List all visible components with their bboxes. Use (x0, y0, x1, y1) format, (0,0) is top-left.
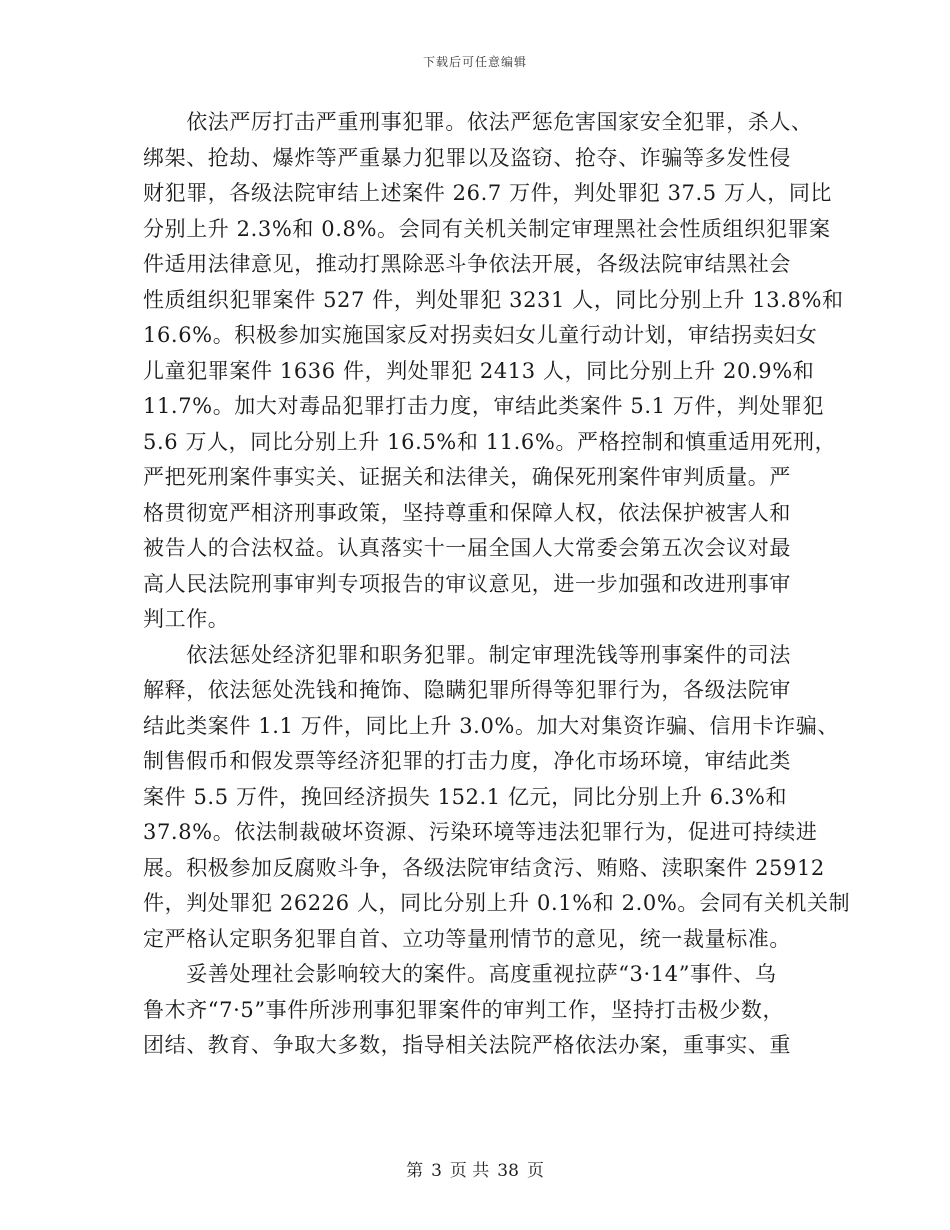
text-line: 判工作。 (143, 607, 230, 631)
page-footer (0, 1156, 950, 1181)
text-line: 格贯彻宽严相济刑事政策，坚持尊重和保障人权，依法保护被害人和 (143, 500, 791, 525)
text-line: 鲁木齐“7·5”事件所涉刑事犯罪案件的审判工作，坚持打击极少数， (143, 997, 785, 1022)
text-line: 被告人的合法权益。认真落实十一届全国人大常委会第五次会议对最 (143, 536, 791, 560)
text-line: 结此类案件 1.1 万件，同比上升 3.0%。加大对集资诈骗、信用卡诈骗、 (143, 713, 839, 738)
text-line: 分别上升 2.3%和 0.8%。会同有关机关制定审理黑社会性质组织犯罪案 (143, 216, 831, 241)
text-line: 5.6 万人，同比分别上升 16.5%和 11.6%。严格控制和慎重适用死刑， (143, 429, 837, 454)
text-line: 妥善处理社会影响较大的案件。高度重视拉萨“3·14”事件、乌 (143, 962, 777, 986)
document-body (143, 105, 851, 1064)
paragraph-criminal-crimes (143, 105, 844, 638)
text-line: 件，判处罪犯 26226 人，同比分别上升 0.1%和 2.0%。会同有关机关制 (143, 891, 851, 915)
text-line: 严把死刑案件事实关、证据关和法律关，确保死刑案件审判质量。严 (143, 465, 791, 489)
text-line: 16.6%。积极参加实施国家反对拐卖妇女儿童行动计划，审结拐卖妇女 (143, 323, 818, 347)
page-number: 3 (431, 1161, 442, 1181)
text-line: 财犯罪，各级法院审结上述案件 26.7 万件，判处罪犯 37.5 万人，同比 (143, 181, 833, 205)
text-line: 案件 5.5 万件，挽回经济损失 152.1 亿元，同比分别上升 6.3%和 (143, 784, 788, 809)
text-line: 绑架、抢劫、爆炸等严重暴力犯罪以及盗窃、抢夺、诈骗等多发性侵 (143, 145, 791, 170)
text-line: 展。积极参加反腐败斗争，各级法院审结贪污、贿赂、渎职案件 25912 (143, 855, 825, 880)
text-line: 37.8%。依法制裁破坏资源、污染环境等违法犯罪行为，促进可持续进 (143, 820, 818, 844)
page-total: 38 (497, 1161, 519, 1181)
text-line: 性质组织犯罪案件 527 件，判处罪犯 3231 人，同比分别上升 13.8%和 (143, 287, 844, 312)
text-line: 解释，依法惩处洗钱和掩饰、隐瞒犯罪所得等犯罪行为，各级法院审 (143, 678, 791, 702)
footer-suffix: 页 (526, 1161, 544, 1181)
paragraph-economic-crimes (143, 638, 851, 958)
paragraph-major-cases (143, 957, 811, 1064)
page-header: 下载后可任意编辑 (422, 55, 527, 69)
text-line: 制售假币和假发票等经济犯罪的打击力度，净化市场环境，审结此类 (143, 749, 791, 773)
text-line: 儿童犯罪案件 1636 件，判处罪犯 2413 人，同比分别上升 20.9%和 (143, 358, 815, 383)
text-line: 定严格认定职务犯罪自首、立功等量刑情节的意见，统一裁量标准。 (143, 926, 791, 951)
text-line: 11.7%。加大对毒品犯罪打击力度，审结此类案件 5.1 万件，判处罪犯 (143, 394, 825, 418)
text-line: 团结、教育、争取大多数，指导相关法院严格依法办案，重事实、重 (143, 1033, 791, 1057)
text-line: 依法惩处经济犯罪和职务犯罪。制定审理洗钱等刑事案件的司法 (143, 642, 791, 667)
footer-prefix: 第 (406, 1161, 424, 1181)
text-line: 依法严厉打击严重刑事犯罪。依法严惩危害国家安全犯罪，杀人、 (143, 110, 813, 134)
text-line: 高人民法院刑事审判专项报告的审议意见，进一步加强和改进刑事审 (143, 571, 791, 596)
footer-middle: 页 共 (449, 1161, 490, 1181)
text-line: 件适用法律意见，推动打黑除恶斗争依法开展，各级法院审结黑社会 (143, 252, 791, 276)
